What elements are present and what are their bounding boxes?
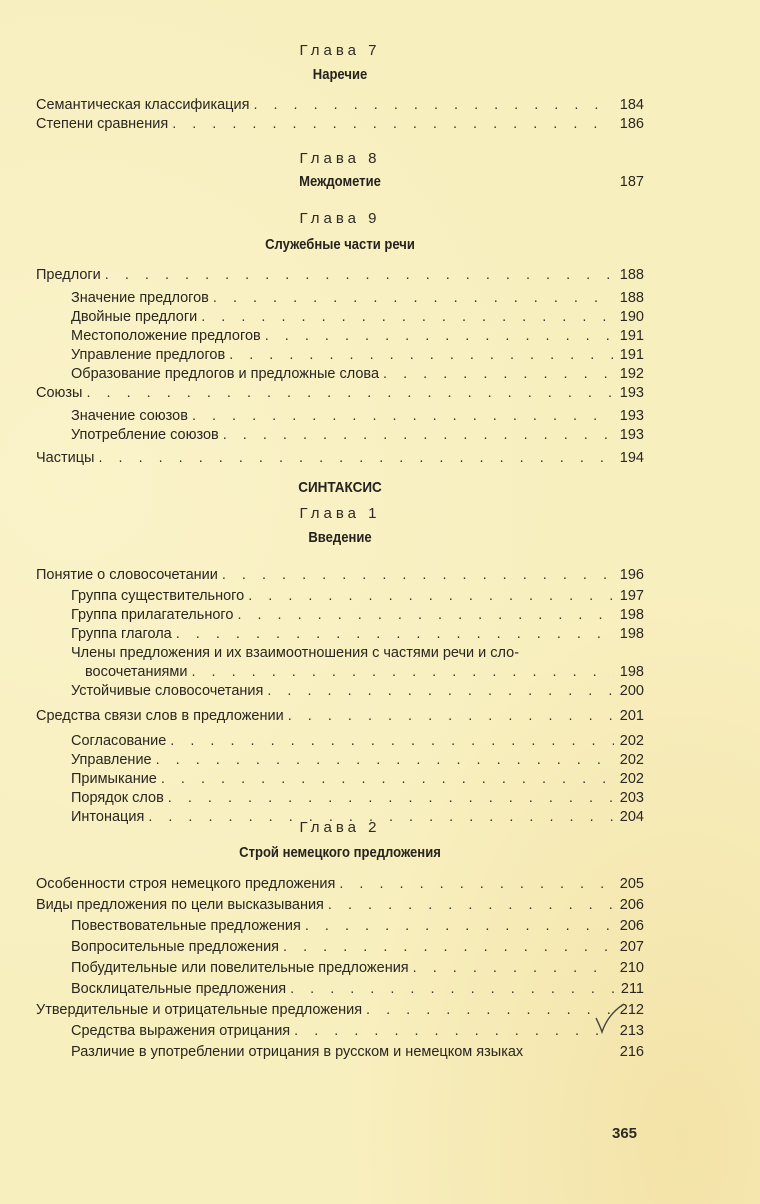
entry-title: Местоположение предлогов — [71, 328, 261, 344]
entry-title: Утвердительные и отрицательные предложения — [36, 1002, 363, 1018]
leader-dots — [366, 1001, 614, 1020]
chapter-title: Служебные части речи — [265, 237, 415, 253]
entry-page: 202 — [619, 771, 644, 787]
toc-entry-continuation — [36, 663, 644, 682]
entry-page: 202 — [619, 752, 644, 768]
toc-entry[interactable] — [36, 327, 644, 346]
leader-dots — [328, 896, 614, 915]
toc-entry[interactable] — [36, 770, 644, 789]
entry-page: 193 — [619, 385, 644, 401]
entry-title: Восклицательные предложения — [71, 981, 287, 997]
entry-page: 198 — [619, 607, 644, 623]
entry-title: Средства выражения отрицания — [71, 1023, 291, 1039]
entry-title: Значение союзов — [71, 408, 188, 424]
entry-title: Значение предлогов — [71, 290, 209, 306]
entry-page: 205 — [619, 876, 644, 892]
entry-title: Согласование — [71, 733, 167, 749]
leader-dots — [98, 449, 614, 468]
leader-dots — [283, 938, 614, 957]
leader-dots — [288, 707, 614, 726]
leader-dots — [170, 732, 614, 751]
leader-dots — [172, 115, 614, 134]
toc-entry[interactable] — [36, 938, 644, 959]
entry-page: 198 — [619, 664, 644, 680]
toc-entry[interactable] — [36, 365, 644, 384]
leader-dots — [176, 625, 614, 644]
toc-entry[interactable] — [36, 426, 644, 445]
chapter-heading: Глава 7 — [299, 42, 381, 59]
entry-title: Виды предложения по цели высказывания — [36, 897, 324, 913]
entry-title: Интонация — [71, 809, 145, 825]
leader-dots — [383, 365, 614, 384]
entry-page: 212 — [619, 1002, 644, 1018]
entry-title: Примыкание — [71, 771, 157, 787]
section-heading: СИНТАКСИС — [298, 479, 382, 496]
toc-entry[interactable] — [36, 174, 644, 193]
entry-page: 202 — [619, 733, 644, 749]
toc-entry[interactable] — [36, 875, 644, 896]
toc-group — [36, 566, 644, 827]
toc-entry[interactable] — [36, 644, 644, 682]
leader-dots — [161, 770, 614, 789]
chapter-heading: Глава 8 — [299, 150, 381, 167]
entry-title: Управление предлогов — [71, 347, 226, 363]
entry-title: Группа глагола — [71, 626, 172, 642]
entry-page: 192 — [619, 366, 644, 382]
chapter-title: Междометие — [299, 174, 381, 190]
leader-dots — [192, 407, 614, 426]
leader-dots — [237, 606, 614, 625]
entry-page: 210 — [619, 960, 644, 976]
leader-dots — [253, 96, 614, 115]
toc-entry[interactable] — [36, 266, 644, 285]
toc-entry[interactable] — [36, 751, 644, 770]
chapter-title: Строй немецкого предложения — [239, 845, 441, 861]
entry-page: 213 — [619, 1023, 644, 1039]
entry-title: восочетаниями — [85, 664, 188, 680]
chapter-heading: Глава 9 — [299, 210, 381, 227]
entry-page: 187 — [619, 174, 644, 190]
page-number: 365 — [612, 1125, 638, 1142]
leader-dots — [191, 663, 614, 682]
toc-entry[interactable] — [36, 682, 644, 701]
leader-dots — [229, 346, 614, 365]
chapter-heading: Глава 2 — [299, 819, 381, 836]
toc-group — [36, 266, 644, 468]
leader-dots — [265, 327, 614, 346]
toc-entry[interactable] — [36, 606, 644, 625]
entry-page: 201 — [619, 708, 644, 724]
toc-entry[interactable] — [36, 1022, 644, 1043]
entry-title: Управление — [71, 752, 152, 768]
entry-page: 211 — [620, 981, 644, 997]
entry-title: Союзы — [36, 385, 83, 401]
entry-page: 206 — [619, 918, 644, 934]
leader-dots — [305, 917, 614, 936]
leader-dots — [294, 1022, 614, 1041]
entry-page: 191 — [619, 328, 644, 344]
entry-page: 207 — [619, 939, 644, 955]
entry-title: Употребление союзов — [71, 427, 219, 443]
chapter-title: Введение — [308, 530, 372, 546]
entry-page: 188 — [619, 267, 644, 283]
entry-title: Различие в употреблении отрицания в русском и немецком языках — [71, 1044, 524, 1060]
leader-dots — [156, 751, 614, 770]
entry-title: Степени сравнения — [36, 116, 169, 132]
leader-dots — [222, 566, 614, 585]
toc-entry[interactable] — [36, 896, 644, 917]
entry-title: Частицы — [36, 450, 95, 466]
chapter-title: Наречие — [312, 67, 368, 83]
toc-entry[interactable] — [36, 587, 644, 606]
entry-page: 190 — [619, 309, 644, 325]
entry-page: 196 — [619, 567, 644, 583]
leader-dots — [86, 384, 614, 403]
entry-title: Группа существительного — [71, 588, 245, 604]
leader-dots — [267, 682, 614, 701]
entry-title: Семантическая классификация — [36, 97, 250, 113]
toc-entry[interactable] — [36, 789, 644, 808]
toc-entry[interactable] — [36, 346, 644, 365]
entry-page: 216 — [619, 1044, 644, 1060]
toc-entry[interactable] — [36, 625, 644, 644]
entry-title: Особенности строя немецкого предложения — [36, 876, 336, 892]
leader-dots — [290, 980, 614, 999]
entry-title: Группа прилагательного — [71, 607, 234, 623]
entry-page: 191 — [619, 347, 644, 363]
entry-page: 194 — [619, 450, 644, 466]
entry-title: Повествовательные предложения — [71, 918, 301, 934]
entry-title: Средства связи слов в предложении — [36, 708, 284, 724]
toc-entry[interactable] — [36, 407, 644, 426]
entry-page: 193 — [619, 427, 644, 443]
entry-title: Вопросительные предложения — [71, 939, 280, 955]
toc-entry[interactable] — [36, 566, 644, 585]
toc-entry[interactable] — [36, 96, 644, 115]
entry-title: Образование предлогов и предложные слова — [71, 366, 380, 382]
toc-entry[interactable] — [36, 959, 644, 980]
toc-entry[interactable] — [36, 917, 644, 938]
toc-group — [36, 875, 644, 1064]
entry-title: Побудительные или повелительные предложения — [71, 960, 409, 976]
toc-entry[interactable] — [36, 707, 644, 726]
toc-entry[interactable] — [36, 115, 644, 134]
checkmark-annotation-icon — [590, 1000, 630, 1036]
leader-dots — [413, 959, 614, 978]
entry-title-line1: Члены предложения и их взаимоотношения с частями речи и сло- — [71, 645, 520, 661]
entry-title: Устойчивые словосочетания — [71, 683, 264, 699]
entry-page: 186 — [619, 116, 644, 132]
toc-entry[interactable] — [36, 384, 644, 403]
toc-entry[interactable] — [36, 1043, 644, 1064]
entry-title: Двойные предлоги — [71, 309, 198, 325]
entry-page: 206 — [619, 897, 644, 913]
toc-group — [36, 96, 644, 134]
leader-dots — [168, 789, 614, 808]
toc-entry[interactable] — [36, 980, 644, 1001]
toc-entry[interactable] — [36, 289, 644, 308]
toc-entry[interactable] — [36, 308, 644, 327]
leader-dots — [339, 875, 614, 894]
entry-page: 184 — [619, 97, 644, 113]
entry-page: 188 — [619, 290, 644, 306]
chapter-heading: Глава 1 — [299, 505, 381, 522]
entry-title: Предлоги — [36, 267, 101, 283]
toc-entry[interactable] — [36, 449, 644, 468]
leader-dots — [248, 587, 614, 606]
entry-title: Понятие о словосочетании — [36, 567, 218, 583]
entry-page: 200 — [619, 683, 644, 699]
leader-dots — [105, 266, 614, 285]
entry-page: 197 — [619, 588, 644, 604]
entry-page: 203 — [619, 790, 644, 806]
toc-entry[interactable] — [36, 1001, 644, 1022]
entry-page: 193 — [619, 408, 644, 424]
entry-page: 204 — [619, 809, 644, 825]
toc-entry[interactable] — [36, 732, 644, 751]
leader-dots — [213, 289, 614, 308]
entry-title: Порядок слов — [71, 790, 164, 806]
leader-dots — [201, 308, 614, 327]
leader-dots — [223, 426, 614, 445]
entry-page: 198 — [619, 626, 644, 642]
